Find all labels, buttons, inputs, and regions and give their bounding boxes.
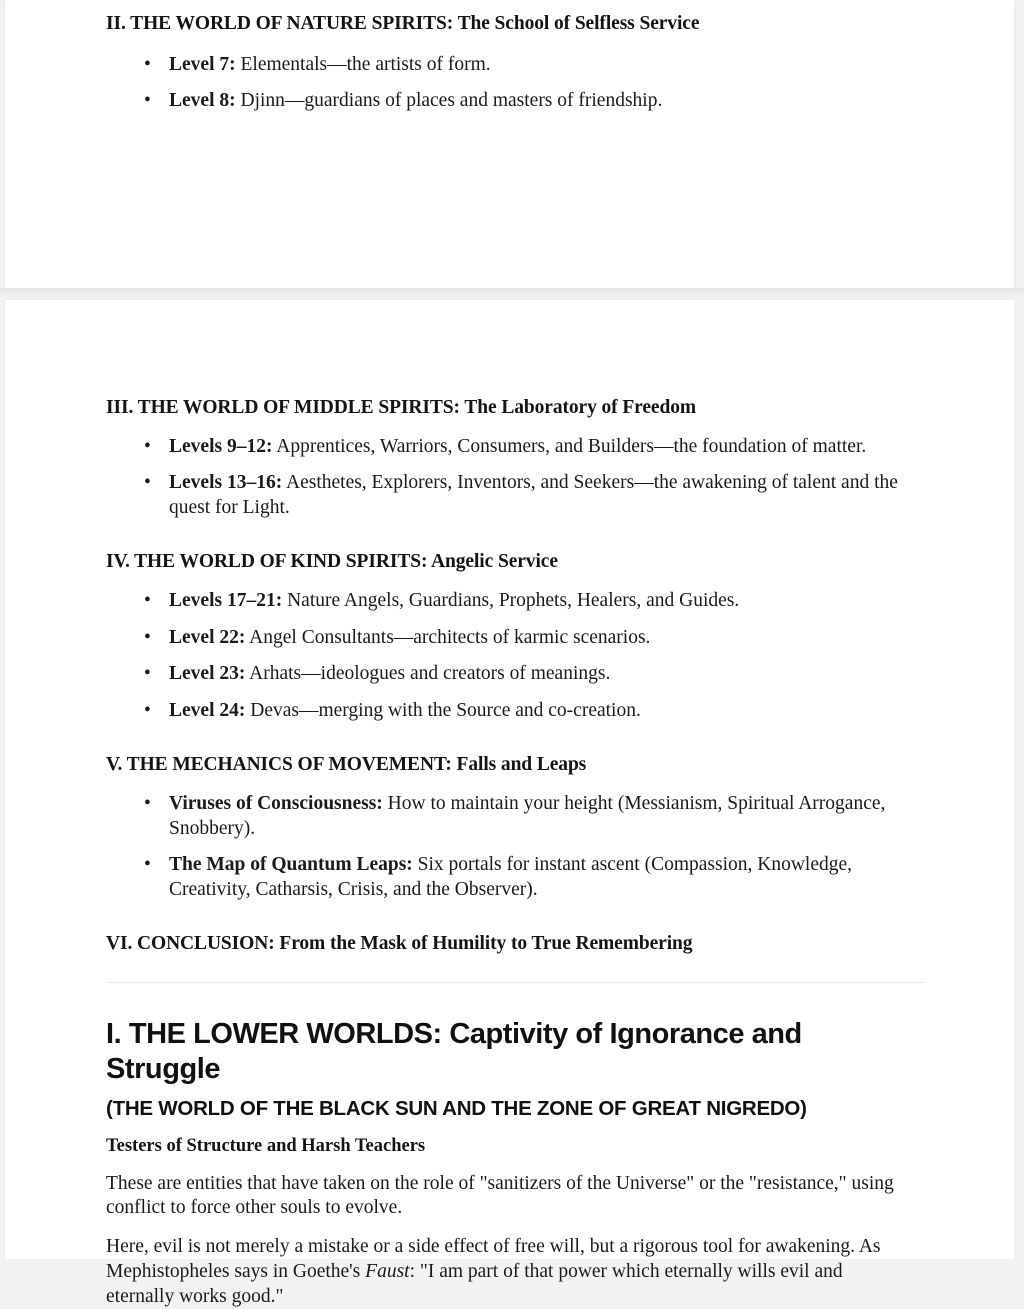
bullet-icon: • <box>144 854 151 876</box>
page-top-content <box>5 0 1014 114</box>
paragraph-2-text-before-title: Here, evil is not merely a mistake or a side effect of free will, but a rigorous tool for awakening. As Mephistopheles says in Goethe's <box>106 1236 881 1282</box>
list-item-text: Nature Angels, Guardians, Prophets, Healers, and Guides. <box>282 590 740 612</box>
bullet-icon: • <box>144 472 151 494</box>
list-item-text: Devas—merging with the Source and co-creation. <box>245 699 641 721</box>
list-item <box>106 53 913 77</box>
section-heading-vi: VI. CONCLUSION: From the Mask of Humility to True Remembering <box>106 933 693 955</box>
section-iii-bullet-list <box>106 435 913 520</box>
chapter-subtitle: (THE WORLD OF THE BLACK SUN AND THE ZONE OF GREAT NIGREDO) <box>106 1096 807 1120</box>
chapter-sub-heading: Testers of Structure and Harsh Teachers <box>106 1135 426 1156</box>
list-item-label: Levels 9–12: <box>169 435 273 457</box>
list-item <box>106 89 913 113</box>
document-page-bottom <box>5 300 1014 1307</box>
bullet-icon: • <box>144 435 151 457</box>
bullet-icon: • <box>144 626 151 648</box>
chapter-paragraph-2 <box>106 1235 913 1309</box>
list-item-text: Six portals for instant ascent (Compassion, Knowledge, Creativity, Catharsis, Crisis, and the Observer). <box>169 854 853 900</box>
bullet-icon: • <box>144 90 151 112</box>
bullet-icon: • <box>144 53 151 75</box>
list-item <box>106 626 913 650</box>
section-heading-iii: III. THE WORLD OF MIDDLE SPIRITS: The Laboratory of Freedom <box>106 397 696 418</box>
list-item-text: How to maintain your height (Messianism, Spiritual Arrogance, Snobbery). <box>169 793 886 839</box>
list-item-text: Aesthetes, Explorers, Inventors, and Seekers—the awakening of talent and the quest for Light. <box>169 472 898 518</box>
document-page-top <box>5 0 1014 288</box>
page-bottom-content <box>5 300 1014 1309</box>
list-item-label: Level 23: <box>169 663 246 685</box>
list-item-label: Level 22: <box>169 626 246 648</box>
section-ii-bullet-list <box>106 53 913 114</box>
list-item-text: Arhats—ideologues and creators of meanings. <box>245 663 611 685</box>
list-item-label: Level 24: <box>169 699 246 721</box>
list-item-text: Apprentices, Warriors, Consumers, and Builders—the foundation of matter. <box>272 435 867 457</box>
bullet-icon: • <box>144 663 151 685</box>
list-item <box>106 853 913 902</box>
list-item <box>106 699 913 723</box>
section-v-bullet-list <box>106 792 913 902</box>
list-item-text: Elementals—the artists of form. <box>235 53 491 75</box>
list-item <box>106 792 913 841</box>
paragraph-2-text-after-title: : "I am part of that power which eternally wills evil and eternally works good." <box>106 1260 843 1307</box>
list-item-label: Level 8: <box>169 90 236 112</box>
page-break-gap <box>0 288 1024 300</box>
list-item <box>106 589 913 613</box>
work-title-faust: Faust <box>365 1260 410 1282</box>
list-item-text: Djinn—guardians of places and masters of friendship. <box>235 90 663 112</box>
list-item <box>106 662 913 686</box>
list-item <box>106 435 913 459</box>
list-item-text: Angel Consultants—architects of karmic scenarios. <box>245 626 651 648</box>
section-heading-ii: II. THE WORLD OF NATURE SPIRITS: The School of Selfless Service <box>106 13 700 34</box>
bullet-icon: • <box>144 793 151 815</box>
chapter-paragraph-1: These are entities that have taken on the role of "sanitizers of the Universe" or the "resistance," using conflict to force other souls to evolve. <box>106 1172 894 1219</box>
list-item-label: Level 7: <box>169 53 236 75</box>
chapter-title: I. THE LOWER WORLDS: Captivity of Ignorance and Struggle <box>106 1017 802 1085</box>
bullet-icon: • <box>144 699 151 721</box>
bullet-icon: • <box>144 590 151 612</box>
list-item-label: Levels 17–21: <box>169 590 283 612</box>
section-heading-iv: IV. THE WORLD OF KIND SPIRITS: Angelic Service <box>106 551 558 573</box>
list-item <box>106 471 913 520</box>
list-item-label: Viruses of Consciousness: <box>169 793 383 815</box>
section-heading-v: V. THE MECHANICS OF MOVEMENT: Falls and Leaps <box>106 754 587 776</box>
list-item-label: The Map of Quantum Leaps: <box>169 854 413 876</box>
section-iv-bullet-list <box>106 589 913 723</box>
list-item-label: Levels 13–16: <box>169 472 283 494</box>
